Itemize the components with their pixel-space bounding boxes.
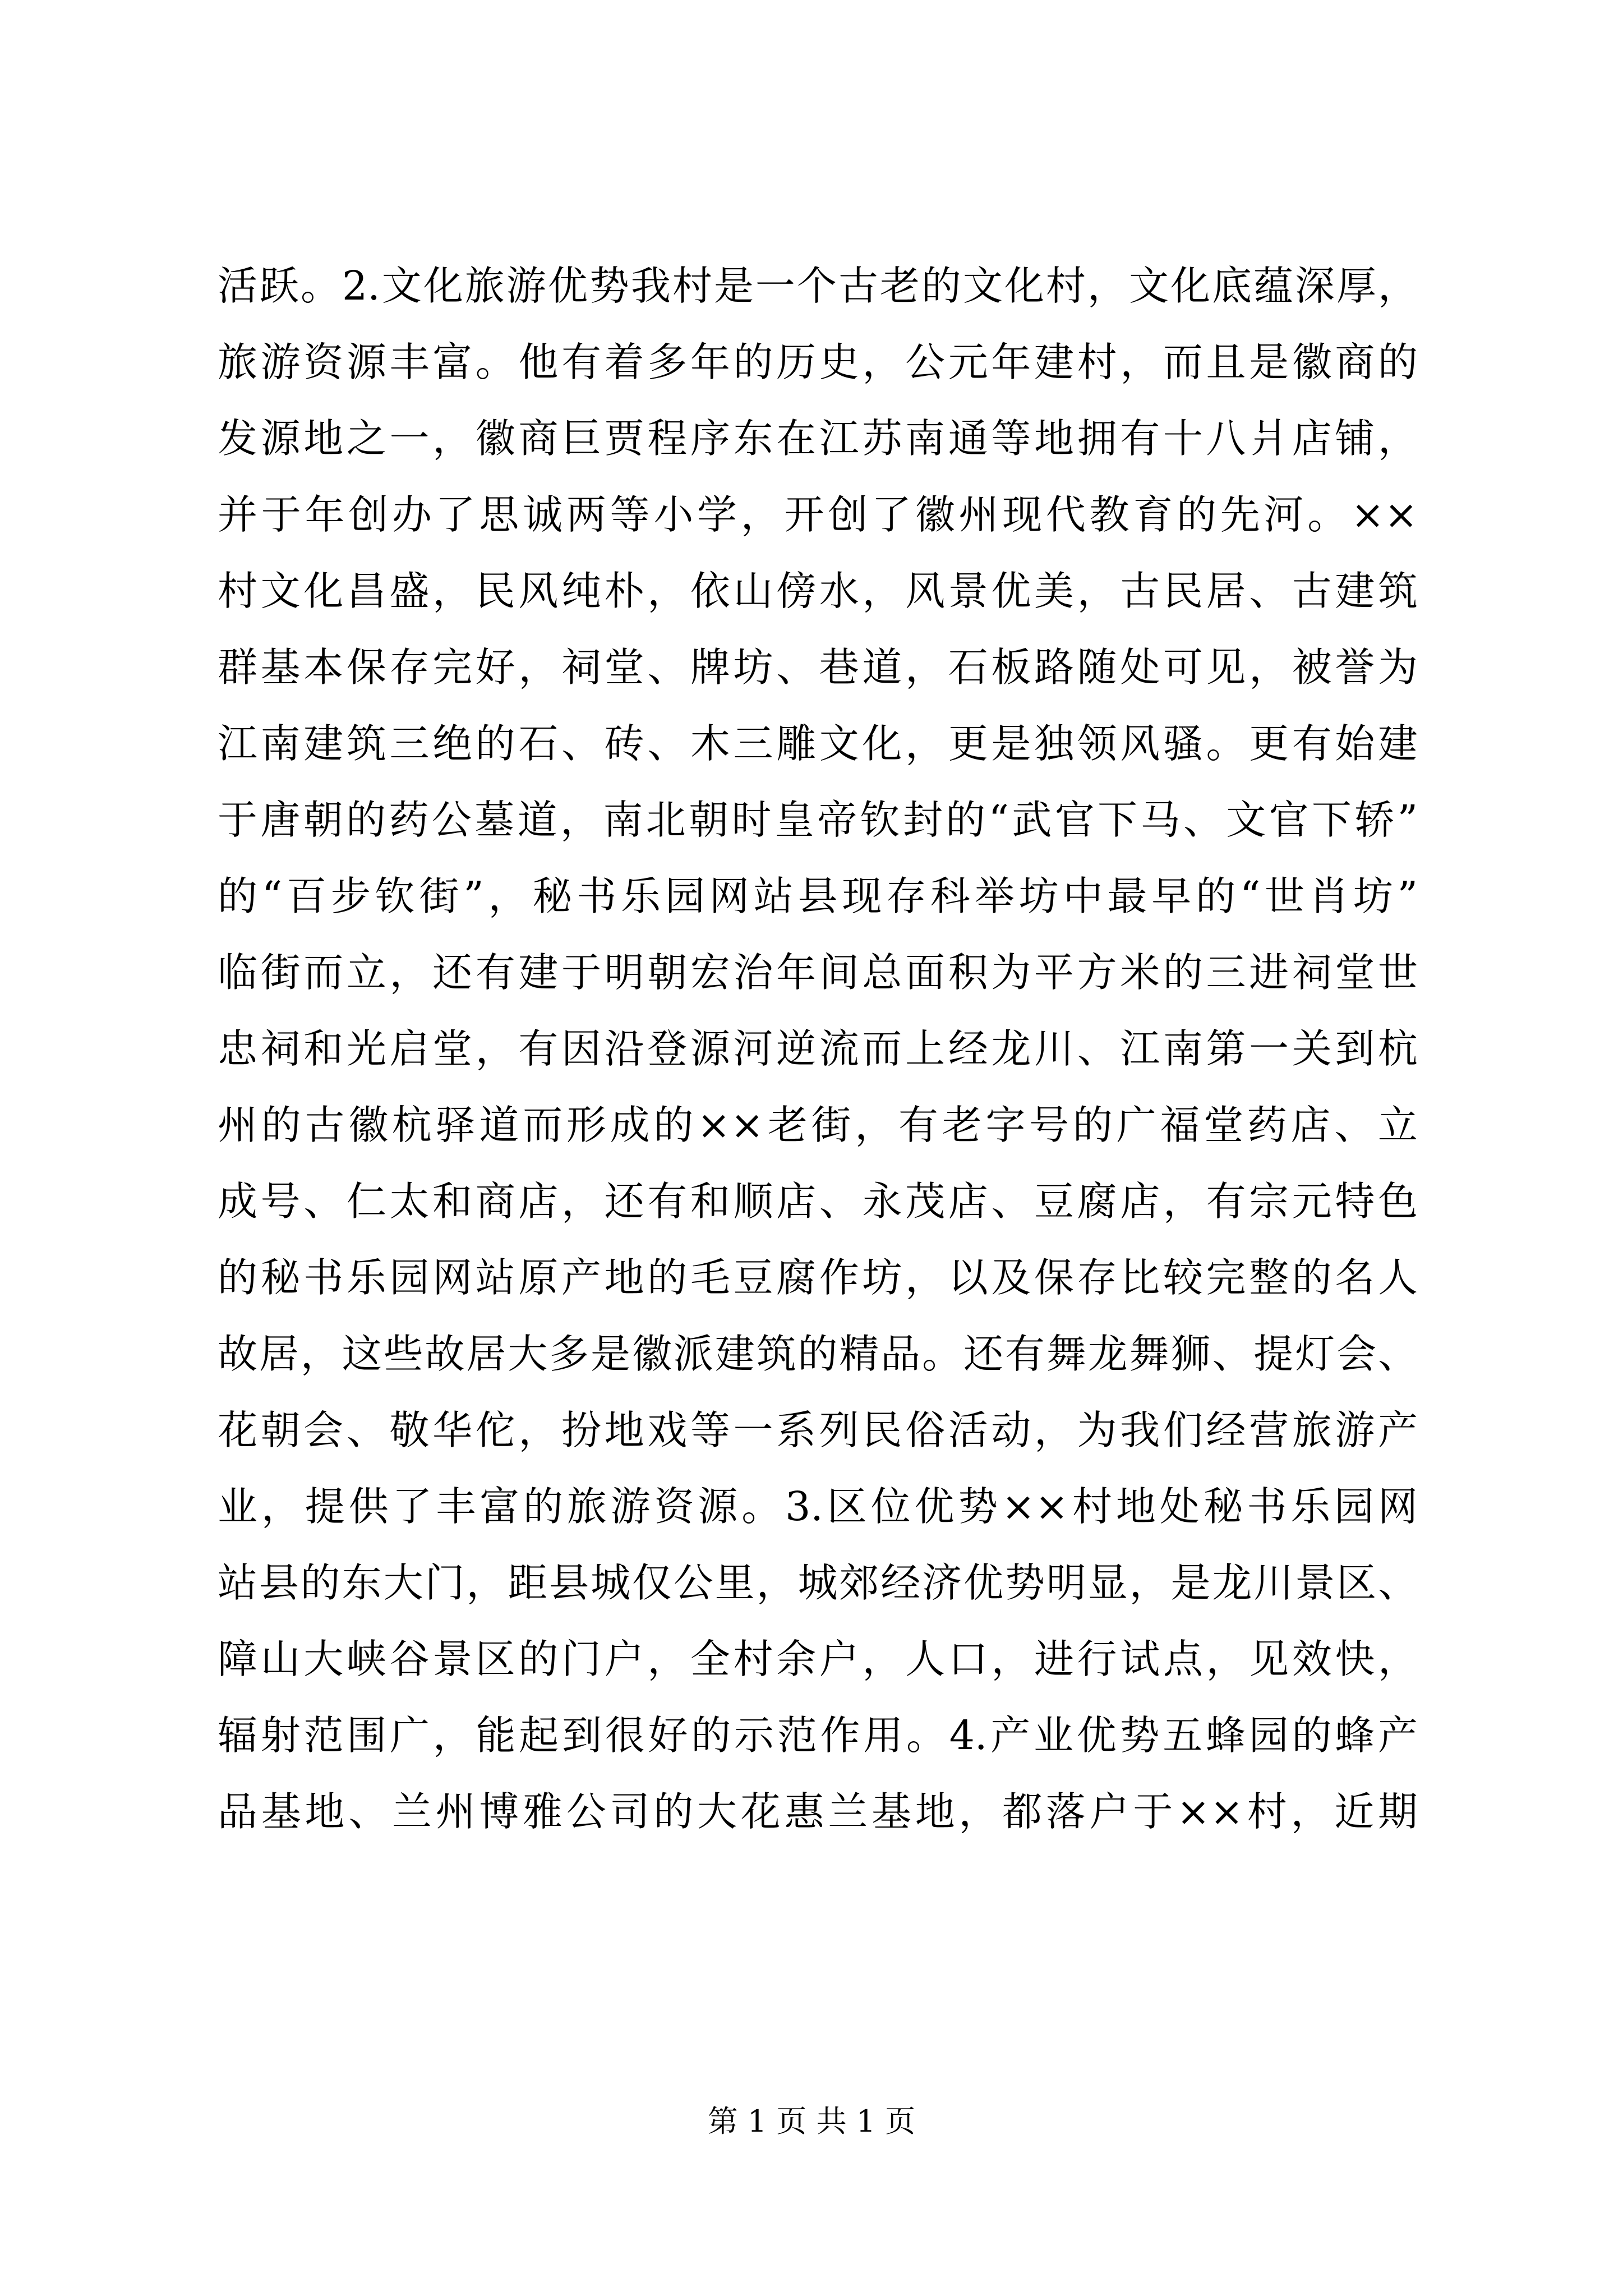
text-line: 临街而立，还有建于明朝宏治年间总面积为平方米的三进祠堂世 — [218, 949, 1418, 996]
body-text — [218, 248, 1418, 1850]
text-line: 群基本保存完好，祠堂、牌坊、巷道，石板路随处可见，被誉为 — [218, 644, 1418, 691]
text-line: 辐射范围广，能起到很好的示范作用。4.产业优势五蜂园的蜂产 — [218, 1712, 1418, 1759]
text-line: 业，提供了丰富的旅游资源。3.区位优势××村地处秘书乐园网 — [218, 1483, 1418, 1530]
text-line: 成号、仁太和商店，还有和顺店、永茂店、豆腐店，有宗元特色 — [218, 1178, 1418, 1225]
text-line: 于唐朝的药公墓道，南北朝时皇帝钦封的“武官下马、文官下轿” — [218, 797, 1418, 843]
text-line: 站县的东大门，距县城仅公里，城郊经济优势明显，是龙川景区、 — [218, 1559, 1418, 1606]
text-line: 发源地之一，徽商巨贾程序东在江苏南通等地拥有十八爿店铺， — [218, 415, 1418, 462]
text-line: 故居，这些故居大多是徽派建筑的精品。还有舞龙舞狮、提灯会、 — [218, 1331, 1418, 1377]
text-line: 活跃。2.文化旅游优势我村是一个古老的文化村，文化底蕴深厚， — [218, 263, 1418, 309]
text-line: 江南建筑三绝的石、砖、木三雕文化，更是独领风骚。更有始建 — [218, 720, 1418, 767]
page-footer: 第 1 页 共 1 页 — [707, 2104, 916, 2139]
text-line: 州的古徽杭驿道而形成的××老街，有老字号的广福堂药店、立 — [218, 1102, 1418, 1148]
text-line: 忠祠和光启堂，有因沿登源河逆流而上经龙川、江南第一关到杭 — [218, 1025, 1418, 1072]
text-line: 花朝会、敬华佗，扮地戏等一系列民俗活动，为我们经营旅游产 — [218, 1407, 1418, 1453]
text-line: 障山大峡谷景区的门户，全村余户，人口，进行试点，见效快， — [218, 1636, 1418, 1682]
text-line: 旅游资源丰富。他有着多年的历史，公元年建村，而且是徽商的 — [218, 339, 1418, 385]
text-line: 并于年创办了思诚两等小学，开创了徽州现代教育的先河。×× — [218, 491, 1418, 538]
text-line: 村文化昌盛，民风纯朴，依山傍水，风景优美，古民居、古建筑 — [218, 568, 1418, 614]
text-line: 的秘书乐园网站原产地的毛豆腐作坊，以及保存比较完整的名人 — [218, 1254, 1418, 1301]
text-line: 的“百步钦街”，秘书乐园网站县现存科举坊中最早的“世肖坊” — [218, 873, 1418, 919]
text-line: 品基地、兰州博雅公司的大花惠兰基地，都落户于××村，近期 — [218, 1788, 1418, 1835]
